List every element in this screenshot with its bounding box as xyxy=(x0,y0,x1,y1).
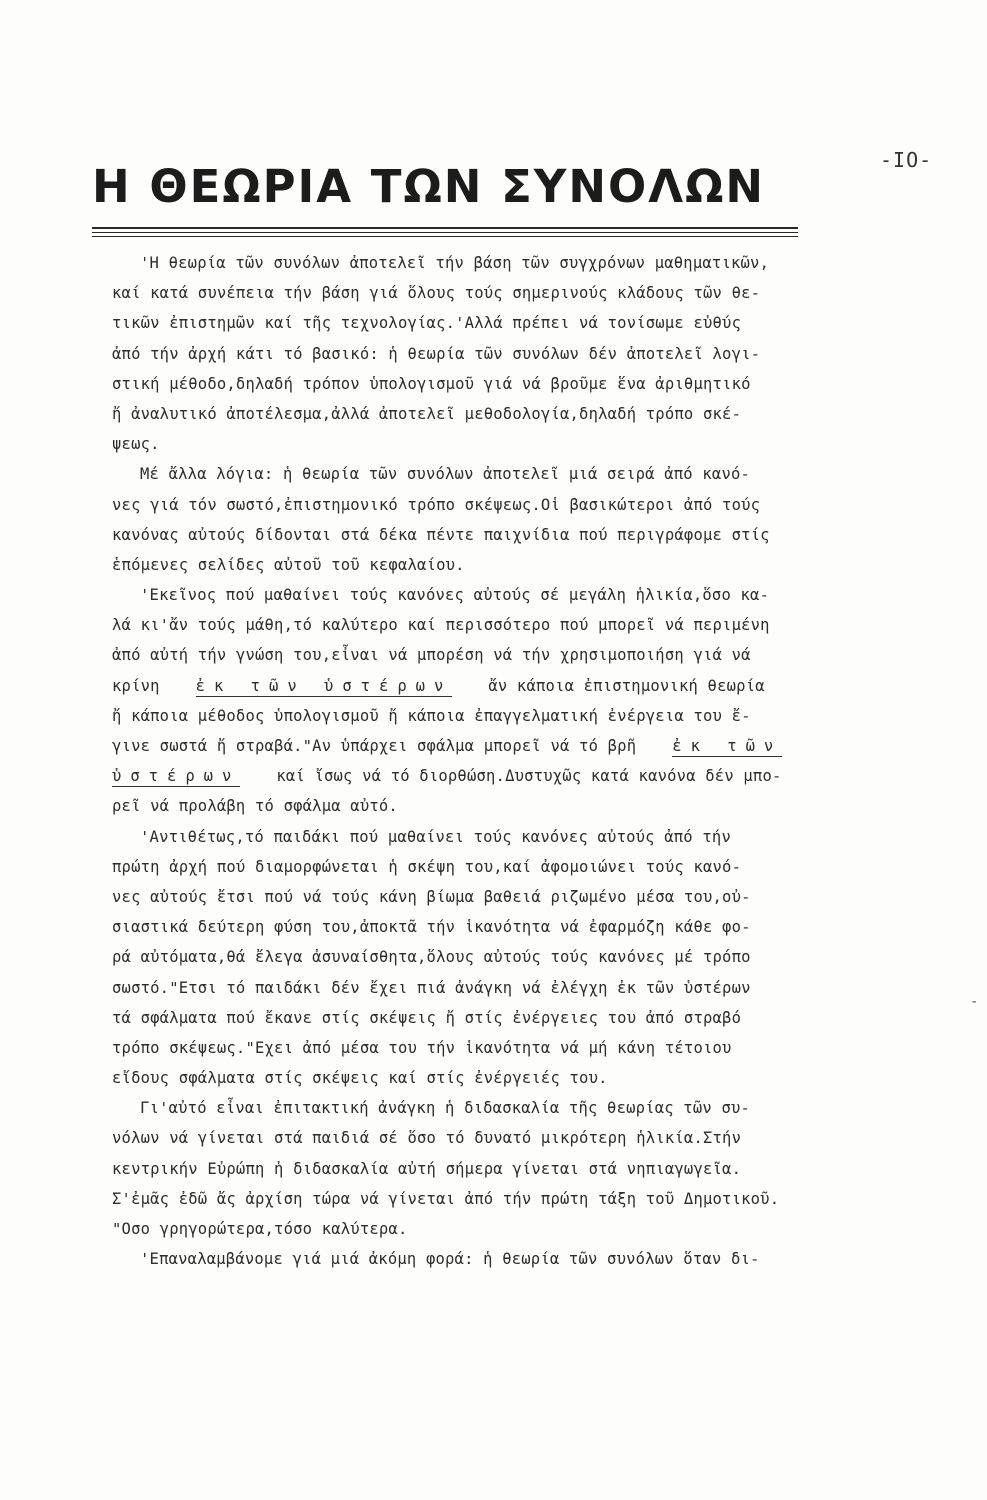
title-underline-second xyxy=(92,232,798,233)
text-line: εἴδους σφάλματα στίς σκέψεις καί στίς ἐνέργειές του. xyxy=(112,1069,608,1088)
text-line: ψεως. xyxy=(112,435,160,454)
text-line: καί κατά συνέπεια τήν βάση γιά ὅλους τούς σημερινούς κλάδους τῶν θε- xyxy=(112,284,761,303)
text-line: σωστό."Ετσι τό παιδάκι δέν ἔχει πιά ἀνάγκη νά ἐλέγχη ἐκ τῶν ὑστέρων xyxy=(112,978,751,997)
text-line: πρώτη ἀρχή πού διαμορφώνεται ἡ σκέψη του,καί ἀφομοιώνει τούς κανό- xyxy=(112,857,742,876)
text-line: ρά αὐτόματα,θά ἔλεγα ἀσυναίσθητα,ὅλους αὐτούς τούς κανόνες μέ τρόπο xyxy=(112,948,751,967)
page-number: -IO- xyxy=(880,148,933,172)
text-line: 'Αντιθέτως,τό παιδάκι πού μαθαίνει τούς κανόνες αὐτούς ἀπό τήν xyxy=(140,827,731,846)
text-line: κανόνας αὐτούς δίδονται στά δέκα πέντε παιχνίδια πού περιγράφομε στίς xyxy=(112,525,770,544)
underlined-phrase: ὑστέρων xyxy=(112,767,241,786)
text-line: νες αὐτούς ἔτσι πού νά τούς κάνη βίωμα βαθειά ριζωμένο μέσα του,οὐ- xyxy=(112,887,751,906)
text-line: κεντρικήν Εὐρώπη ἡ διδασκαλία αὐτή σήμερα γίνεται στά νηπιαγωγεῖα. xyxy=(112,1159,742,1178)
margin-mark: - xyxy=(970,994,979,1010)
text-line: 'Εκεῖνος πού μαθαίνει τούς κανόνες αὐτούς σέ μεγάλη ἡλικία,ὅσο κα- xyxy=(140,586,770,605)
text-line: στική μέθοδο,δηλαδή τρόπον ὑπολογισμοῦ γιά νά βροῦμε ἕνα ἀριθμητικό xyxy=(112,374,751,393)
text-line xyxy=(112,671,942,701)
text-line: τρόπο σκέψεως."Εχει ἀπό μέσα του τήν ἱκανότητα νά μή κάνη τέτοιου xyxy=(112,1038,732,1057)
text-line: λά κι'ἄν τούς μάθη,τό καλύτερο καί περισσότερο πού μπορεῖ νά περιμένη xyxy=(112,616,770,635)
text-line: ἀπό αὐτή τήν γνώση του,εἶναι νά μπορέση νά τήν χρησιμοποιήση γιά νά xyxy=(112,646,751,665)
text-line: Σ'ἐμᾶς ἐδῶ ἄς ἀρχίση τώρα νά γίνεται ἀπό τήν πρώτη τάξη τοῦ Δημοτικοῦ. xyxy=(112,1189,780,1208)
text-line xyxy=(112,761,942,791)
text-line: σιαστικά δεύτερη φύση του,ἀποκτᾶ τήν ἱκανότητα νά ἐφαρμόζη κάθε φο- xyxy=(112,918,751,937)
text-line: Γι'αὐτό εἶναι ἐπιτακτική ἀνάγκη ἡ διδασκαλία τῆς θεωρίας τῶν συ- xyxy=(140,1099,751,1118)
text-fragment: κρίνη xyxy=(112,676,160,695)
text-line: Μέ ἄλλα λόγια: ἡ θεωρία τῶν συνόλων ἀποτελεῖ μιά σειρά ἀπό κανό- xyxy=(140,465,751,484)
text-line: ἑπόμενες σελίδες αὐτοῦ τοῦ κεφαλαίου. xyxy=(112,555,465,574)
text-fragment: γινε σωστά ἤ στραβά."Αν ὑπάρχει σφάλμα μπορεῖ νά τό βρῆ xyxy=(112,737,637,755)
text-line: τά σφάλματα πού ἔκανε στίς σκέψεις ἤ στίς ἐνέργειες του ἀπό στραβό xyxy=(112,1008,742,1027)
text-line: ἀπό τήν ἀρχή κάτι τό βασικό: ἡ θεωρία τῶν συνόλων δέν ἀποτελεῖ λογι- xyxy=(112,344,761,363)
text-line: τικῶν ἐπιστημῶν καί τῆς τεχνολογίας.'Αλλά πρέπει νά τονίσωμε εὐθύς xyxy=(112,314,742,333)
text-line: ρεῖ νά προλάβη τό σφάλμα αὐτό. xyxy=(112,797,398,816)
text-fragment: ἄν κάποια ἐπιστημονική θεωρία xyxy=(488,676,765,695)
text-line xyxy=(112,731,942,761)
text-line: ἤ κάποια μέθοδος ὑπολογισμοῦ ἤ κάποια ἐπαγγελματική ἐνέργεια του ἔ- xyxy=(112,706,751,725)
underlined-phrase: ἐκ τῶν ὑστέρων xyxy=(195,676,453,695)
text-line: νες γιά τόν σωστό,ἐπιστημονικό τρόπο σκέψεως.Οἱ βασικώτεροι ἀπό τούς xyxy=(112,495,761,514)
title-underline xyxy=(92,227,798,229)
underlined-phrase: ἐκ τῶν xyxy=(672,737,783,755)
text-line: ἤ ἀναλυτικό ἀποτέλεσμα,ἀλλά ἀποτελεῖ μεθοδολογία,δηλαδή τρόπο σκέ- xyxy=(112,404,742,423)
text-line: 'Επαναλαμβάνομε γιά μιά ἀκόμη φορά: ἡ θεωρία τῶν συνόλων ὅταν δι- xyxy=(140,1250,760,1269)
text-fragment: καί ἴσως νά τό διορθώση.Δυστυχῶς κατά κανόνα δέν μπο- xyxy=(276,767,782,786)
page-title: Η ΘΕΩΡΙΑ ΤΩΝ ΣΥΝΟΛΩΝ xyxy=(92,160,766,213)
text-line: "Οσο γρηγορώτερα,τόσο καλύτερα. xyxy=(112,1220,408,1238)
title-underline-third xyxy=(92,236,798,237)
text-line: 'Η θεωρία τῶν συνόλων ἀποτελεῖ τήν βάση τῶν συγχρόνων μαθηματικῶν, xyxy=(140,254,770,272)
body-text xyxy=(112,248,942,1274)
text-line: νόλων νά γίνεται στά παιδιά σέ ὅσο τό δυνατό μικρότερη ἡλικία.Στήν xyxy=(112,1129,742,1148)
